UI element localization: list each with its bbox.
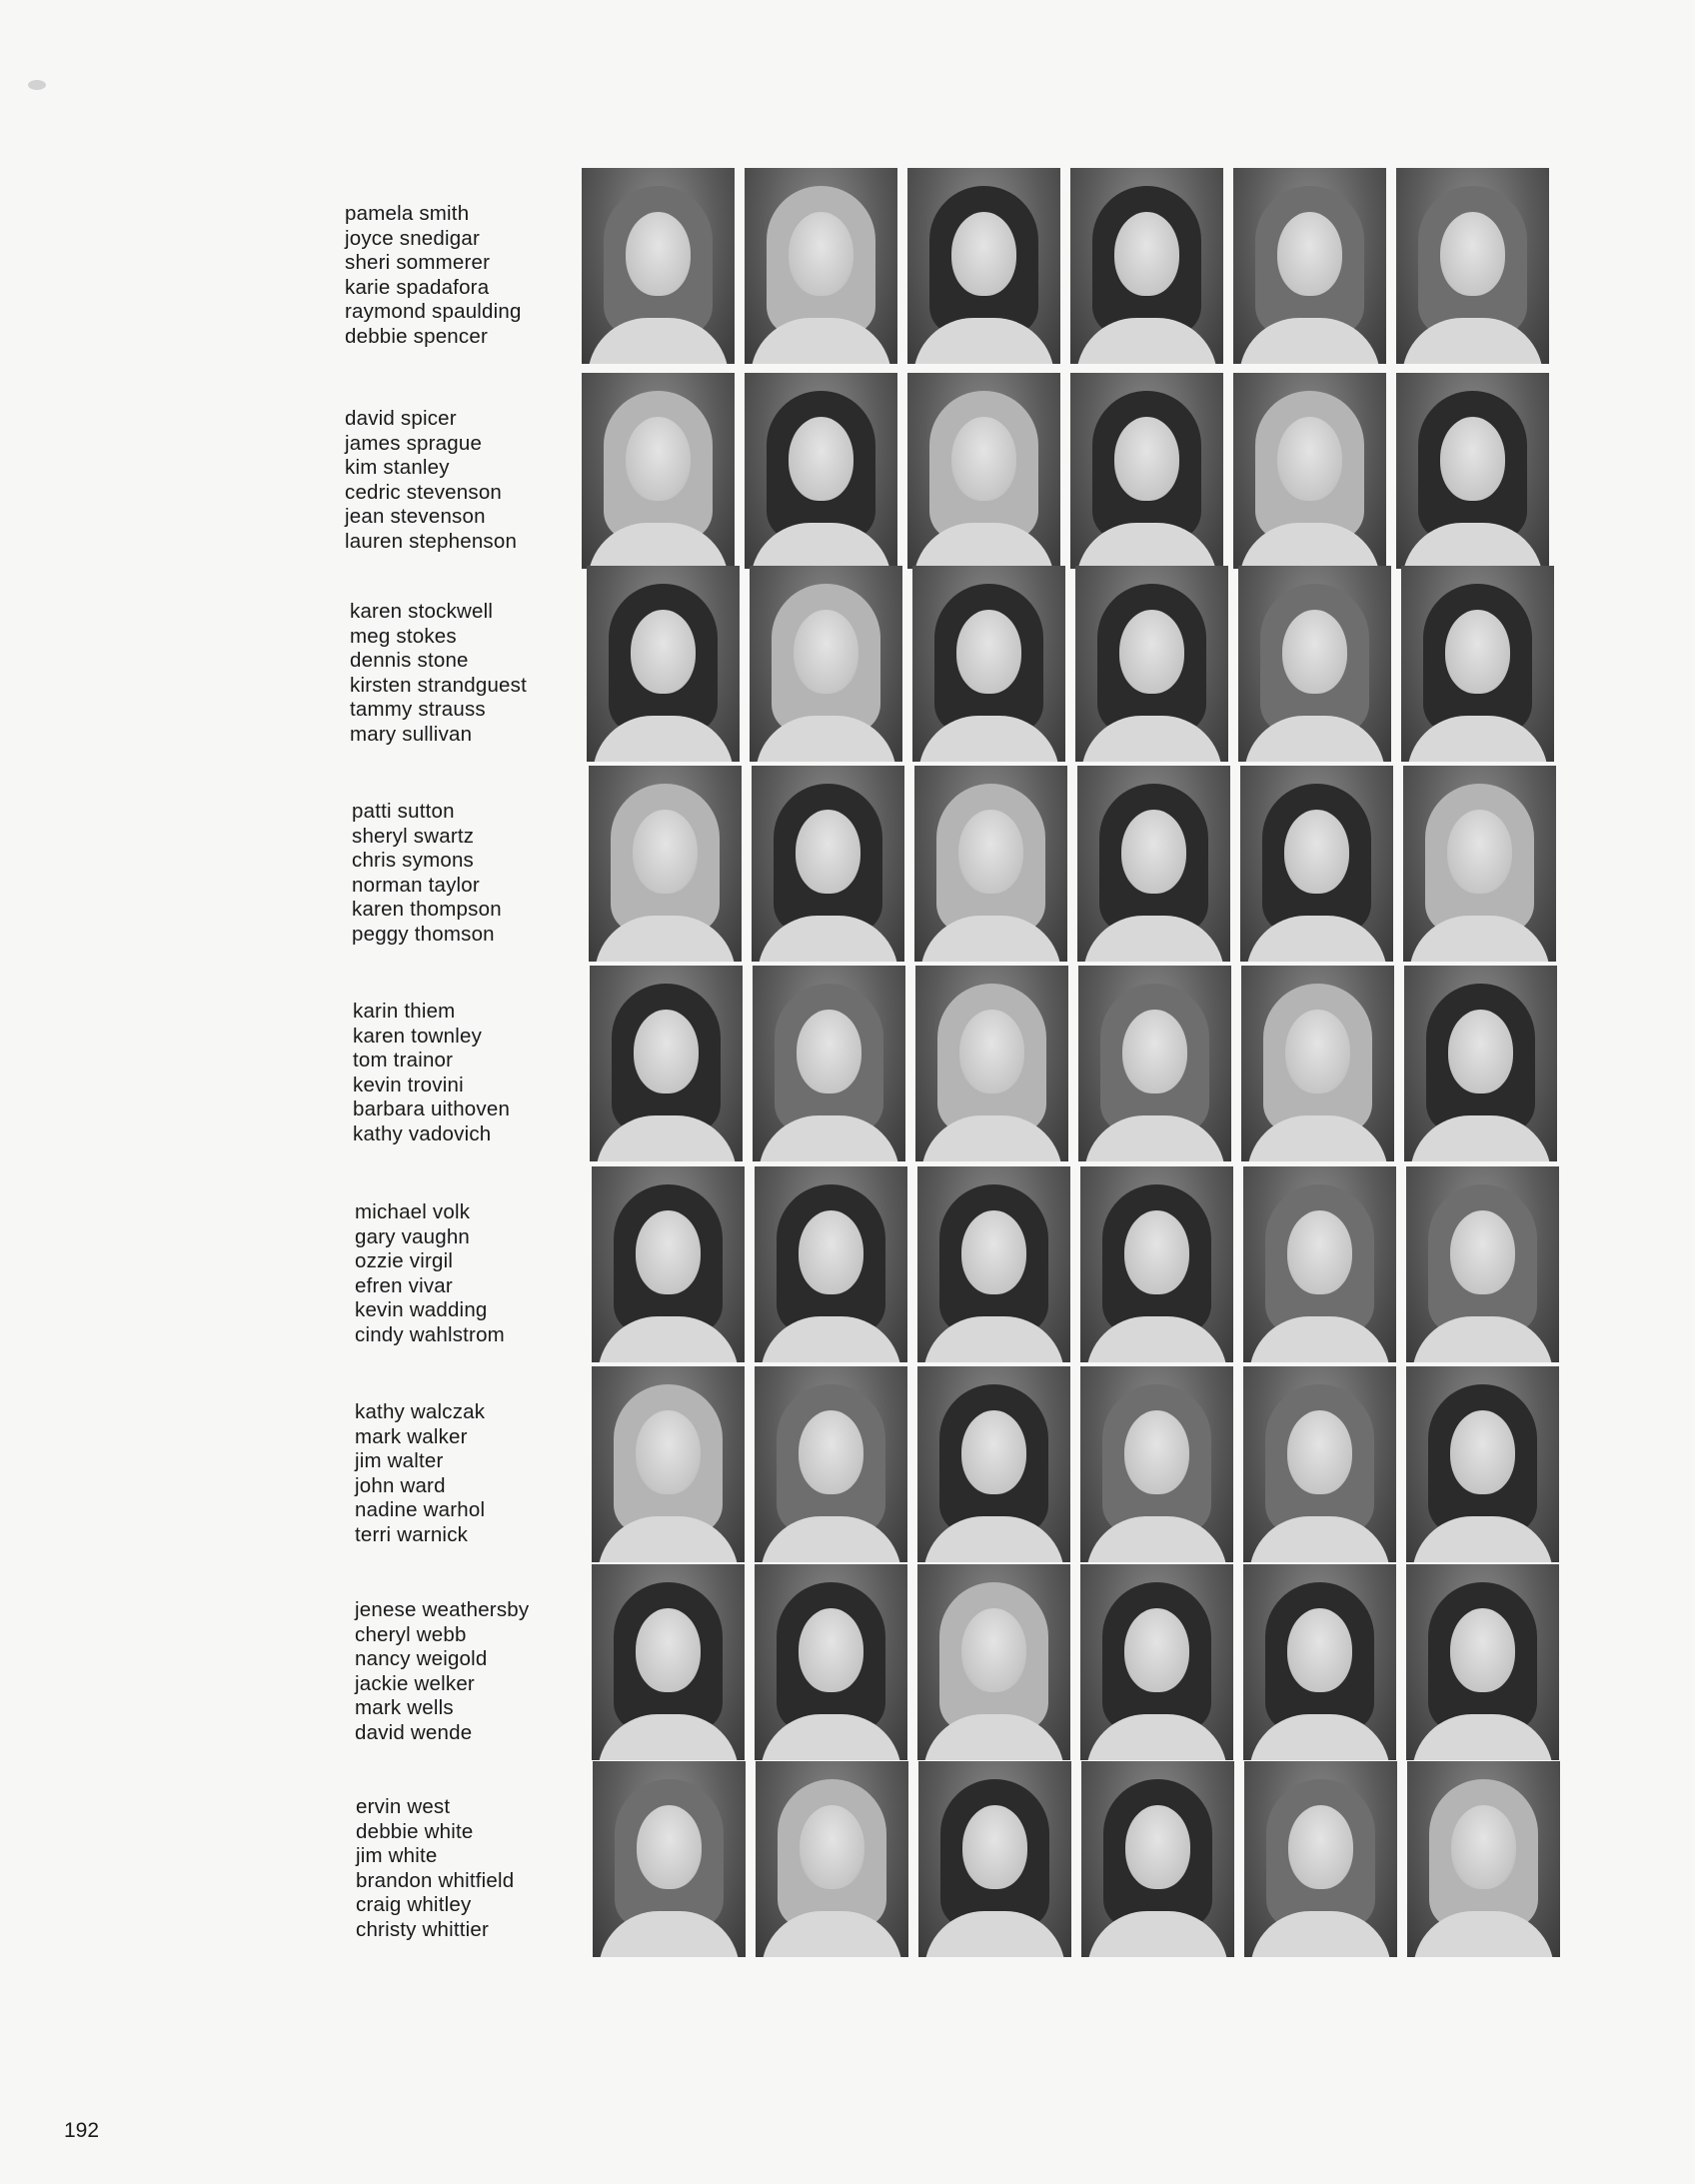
student-name: peggy thomson (352, 922, 495, 946)
student-name: gary vaughn (355, 1224, 471, 1248)
student-name: karen stockwell (350, 600, 494, 623)
portrait-face (799, 1410, 863, 1494)
student-portrait (1406, 1366, 1559, 1562)
portrait-face (1287, 1410, 1352, 1494)
student-portrait (1243, 1366, 1396, 1562)
portrait-shoulders (751, 318, 891, 364)
portrait-face (956, 610, 1021, 694)
name-list (355, 1400, 585, 1548)
student-portrait (917, 1366, 1070, 1562)
student-portrait (1070, 373, 1223, 569)
student-name: mary sullivan (350, 722, 473, 746)
portrait-face (1450, 1210, 1515, 1294)
student-name: norman taylor (352, 873, 480, 897)
student-name: christy whittier (356, 1917, 490, 1941)
student-name: kim stanley (345, 456, 450, 480)
portrait-shoulders (920, 916, 1061, 962)
portrait-shoulders (1239, 318, 1380, 364)
portrait-face (1450, 1608, 1515, 1692)
portrait-shoulders (1246, 916, 1387, 962)
student-name: cedric stevenson (345, 480, 503, 504)
student-name: lauren stephenson (345, 529, 518, 553)
student-portrait (1238, 566, 1391, 762)
portrait-shoulders (1249, 1516, 1390, 1562)
portrait-shoulders (923, 1316, 1064, 1362)
student-name: barbara uithoven (353, 1097, 511, 1121)
portrait-shoulders (923, 1516, 1064, 1562)
portrait-face (1114, 417, 1179, 501)
student-portrait (1243, 1564, 1396, 1760)
student-portrait (1070, 168, 1223, 364)
portrait-face (1121, 810, 1186, 894)
portrait-face (951, 417, 1016, 501)
student-name: jim white (356, 1844, 438, 1868)
portrait-face (1125, 1805, 1190, 1889)
student-portrait (755, 1166, 907, 1362)
photo-strip (589, 766, 1556, 962)
portrait-face (962, 1805, 1027, 1889)
student-portrait (745, 168, 897, 364)
portrait-face (636, 1210, 701, 1294)
student-name: ervin west (356, 1795, 451, 1818)
portrait-shoulders (756, 716, 896, 762)
portrait-row (355, 1564, 1604, 1760)
student-portrait (1406, 1564, 1559, 1760)
student-name: kevin trovini (353, 1073, 464, 1096)
student-portrait (1233, 373, 1386, 569)
page-number: 192 (64, 2119, 100, 2142)
portrait-shoulders (1244, 716, 1385, 762)
student-name: brandon whitfield (356, 1868, 515, 1892)
student-name: jim walter (355, 1449, 444, 1473)
student-name: jean stevenson (345, 505, 486, 529)
student-name: efren vivar (355, 1273, 453, 1297)
portrait-row (356, 1761, 1605, 1957)
photo-strip (582, 168, 1549, 364)
portrait-shoulders (1402, 523, 1543, 569)
name-list (355, 1598, 585, 1746)
photo-strip (592, 1366, 1559, 1562)
student-name: james sprague (345, 431, 483, 455)
student-name: terri warnick (355, 1522, 469, 1546)
student-portrait (1075, 566, 1228, 762)
student-name: tom trainor (353, 1049, 454, 1073)
student-portrait (589, 766, 742, 962)
name-list (350, 600, 580, 748)
student-name: jenese weathersby (355, 1598, 530, 1621)
student-portrait (1406, 1166, 1559, 1362)
portrait-face (799, 1608, 863, 1692)
student-portrait (917, 1564, 1070, 1760)
portrait-shoulders (599, 1911, 740, 1957)
portrait-shoulders (921, 1115, 1062, 1161)
portrait-row (345, 168, 1594, 364)
portrait-shoulders (1410, 1115, 1551, 1161)
student-name: ozzie virgil (355, 1249, 454, 1273)
photo-strip (593, 1761, 1560, 1957)
student-portrait (593, 1761, 746, 1957)
portrait-face (951, 212, 1016, 296)
portrait-shoulders (595, 916, 736, 962)
portrait-shoulders (1086, 1714, 1227, 1760)
student-portrait (590, 966, 743, 1161)
portrait-face (1447, 810, 1512, 894)
portrait-shoulders (1081, 716, 1222, 762)
student-name: mark wells (355, 1696, 454, 1720)
student-portrait (592, 1366, 745, 1562)
student-name: mark walker (355, 1424, 468, 1448)
portrait-shoulders (751, 523, 891, 569)
portrait-shoulders (761, 1316, 901, 1362)
student-name: sheryl swartz (352, 824, 475, 848)
portrait-shoulders (761, 1714, 901, 1760)
student-name: nadine warhol (355, 1498, 486, 1522)
student-name: karin thiem (353, 1000, 456, 1023)
student-name: chris symons (352, 849, 475, 873)
student-name: david wende (355, 1720, 473, 1744)
portrait-shoulders (1412, 1316, 1553, 1362)
portrait-face (633, 810, 698, 894)
portrait-shoulders (1412, 1516, 1553, 1562)
portrait-face (626, 417, 691, 501)
student-portrait (752, 766, 904, 962)
student-name: craig whitley (356, 1893, 472, 1917)
portrait-face (637, 1805, 702, 1889)
portrait-face (626, 212, 691, 296)
portrait-shoulders (1413, 1911, 1554, 1957)
portrait-face (958, 810, 1023, 894)
portrait-face (961, 1410, 1026, 1494)
portrait-face (1451, 1805, 1516, 1889)
portrait-face (1284, 810, 1349, 894)
portrait-shoulders (761, 1516, 901, 1562)
portrait-shoulders (1407, 716, 1548, 762)
portrait-shoulders (598, 1516, 739, 1562)
student-name: dennis stone (350, 649, 469, 673)
portrait-shoulders (1084, 1115, 1225, 1161)
portrait-face (1440, 417, 1505, 501)
student-name: debbie white (356, 1819, 474, 1843)
student-name: joyce snedigar (345, 226, 480, 250)
portrait-face (961, 1210, 1026, 1294)
student-name: debbie spencer (345, 324, 488, 348)
student-name: pamela smith (345, 202, 470, 225)
student-portrait (1404, 966, 1557, 1161)
portrait-face (1277, 212, 1342, 296)
student-portrait (1078, 966, 1231, 1161)
student-name: cheryl webb (355, 1622, 467, 1646)
portrait-shoulders (1076, 523, 1217, 569)
student-portrait (1243, 1166, 1396, 1362)
name-list (356, 1795, 586, 1943)
portrait-face (631, 610, 696, 694)
portrait-row (355, 1366, 1604, 1562)
name-list (353, 1000, 583, 1147)
portrait-face (1450, 1410, 1515, 1494)
student-name: kirsten strandguest (350, 673, 527, 697)
portrait-face (959, 1010, 1024, 1093)
student-name: kathy vadovich (353, 1121, 492, 1145)
portrait-face (789, 417, 853, 501)
portrait-face (1445, 610, 1510, 694)
student-name: david spicer (345, 407, 457, 430)
portrait-shoulders (924, 1911, 1065, 1957)
portrait-face (796, 810, 860, 894)
student-name: michael volk (355, 1200, 471, 1223)
name-list (345, 202, 575, 350)
name-list (352, 800, 582, 948)
student-name: meg stokes (350, 624, 457, 648)
portrait-row (355, 1166, 1604, 1362)
student-portrait (1407, 1761, 1560, 1957)
portrait-row (353, 966, 1602, 1161)
portrait-face (636, 1410, 701, 1494)
student-portrait (1396, 373, 1549, 569)
portrait-shoulders (923, 1714, 1064, 1760)
portrait-face (636, 1608, 701, 1692)
portrait-shoulders (1409, 916, 1550, 962)
portrait-face (961, 1608, 1026, 1692)
portrait-shoulders (913, 523, 1054, 569)
student-name: sheri sommerer (345, 251, 491, 275)
photo-strip (592, 1166, 1559, 1362)
student-portrait (1396, 168, 1549, 364)
student-name: jackie welker (355, 1671, 475, 1695)
portrait-face (634, 1010, 699, 1093)
portrait-shoulders (1250, 1911, 1391, 1957)
student-name: kevin wadding (355, 1298, 488, 1322)
name-list (355, 1200, 585, 1348)
student-portrait (582, 168, 735, 364)
portrait-shoulders (1402, 318, 1543, 364)
portrait-face (1288, 1805, 1353, 1889)
student-portrait (912, 566, 1065, 762)
student-portrait (914, 766, 1067, 962)
portrait-shoulders (1086, 1316, 1227, 1362)
student-portrait (915, 966, 1068, 1161)
portrait-face (800, 1805, 864, 1889)
name-list (345, 407, 575, 555)
portrait-face (1124, 1210, 1189, 1294)
portrait-face (1114, 212, 1179, 296)
student-portrait (1241, 966, 1394, 1161)
portrait-face (1122, 1010, 1187, 1093)
portrait-shoulders (598, 1714, 739, 1760)
student-portrait (1080, 1366, 1233, 1562)
student-name: patti sutton (352, 800, 455, 823)
portrait-shoulders (593, 716, 734, 762)
portrait-shoulders (758, 916, 898, 962)
portrait-shoulders (1412, 1714, 1553, 1760)
student-portrait (1081, 1761, 1234, 1957)
portrait-row (345, 373, 1594, 569)
student-portrait (592, 1166, 745, 1362)
portrait-face (1124, 1608, 1189, 1692)
portrait-shoulders (1083, 916, 1224, 962)
photo-strip (587, 566, 1554, 762)
portrait-face (797, 1010, 861, 1093)
photo-strip (592, 1564, 1559, 1760)
portrait-face (799, 1210, 863, 1294)
student-portrait (1233, 168, 1386, 364)
student-name: karie spadafora (345, 275, 490, 299)
photo-strip (582, 373, 1549, 569)
portrait-shoulders (1076, 318, 1217, 364)
portrait-shoulders (588, 318, 729, 364)
portrait-face (1287, 1608, 1352, 1692)
portrait-shoulders (596, 1115, 737, 1161)
student-name: tammy strauss (350, 698, 486, 722)
portrait-row (350, 566, 1599, 762)
student-portrait (918, 1761, 1071, 1957)
portrait-shoulders (762, 1911, 902, 1957)
portrait-face (789, 212, 853, 296)
student-portrait (755, 1366, 907, 1562)
portrait-shoulders (1239, 523, 1380, 569)
student-name: karen townley (353, 1024, 483, 1048)
student-portrait (1403, 766, 1556, 962)
student-portrait (582, 373, 735, 569)
student-name: cindy wahlstrom (355, 1322, 505, 1346)
student-portrait (753, 966, 905, 1161)
student-name: karen thompson (352, 898, 502, 922)
student-portrait (745, 373, 897, 569)
portrait-face (1119, 610, 1184, 694)
photo-strip (590, 966, 1557, 1161)
portrait-shoulders (1249, 1316, 1390, 1362)
portrait-face (794, 610, 858, 694)
portrait-face (1287, 1210, 1352, 1294)
portrait-shoulders (588, 523, 729, 569)
student-portrait (750, 566, 902, 762)
portrait-row (352, 766, 1601, 962)
student-name: john ward (355, 1473, 446, 1497)
portrait-shoulders (1087, 1911, 1228, 1957)
portrait-shoulders (1249, 1714, 1390, 1760)
portrait-face (1285, 1010, 1350, 1093)
student-portrait (907, 168, 1060, 364)
portrait-face (1440, 212, 1505, 296)
portrait-face (1282, 610, 1347, 694)
student-name: kathy walczak (355, 1400, 486, 1423)
student-name: nancy weigold (355, 1647, 488, 1671)
student-portrait (1244, 1761, 1397, 1957)
student-portrait (1080, 1564, 1233, 1760)
student-portrait (1080, 1166, 1233, 1362)
portrait-shoulders (759, 1115, 899, 1161)
student-name: raymond spaulding (345, 300, 522, 324)
student-portrait (1077, 766, 1230, 962)
student-portrait (1401, 566, 1554, 762)
paper-smudge (28, 80, 46, 90)
portrait-face (1277, 417, 1342, 501)
student-portrait (587, 566, 740, 762)
portrait-shoulders (913, 318, 1054, 364)
student-portrait (756, 1761, 908, 1957)
student-portrait (755, 1564, 907, 1760)
portrait-face (1124, 1410, 1189, 1494)
student-portrait (592, 1564, 745, 1760)
portrait-shoulders (1247, 1115, 1388, 1161)
portrait-face (1448, 1010, 1513, 1093)
portrait-shoulders (1086, 1516, 1227, 1562)
portrait-shoulders (598, 1316, 739, 1362)
portrait-shoulders (918, 716, 1059, 762)
student-portrait (917, 1166, 1070, 1362)
student-portrait (907, 373, 1060, 569)
student-portrait (1240, 766, 1393, 962)
